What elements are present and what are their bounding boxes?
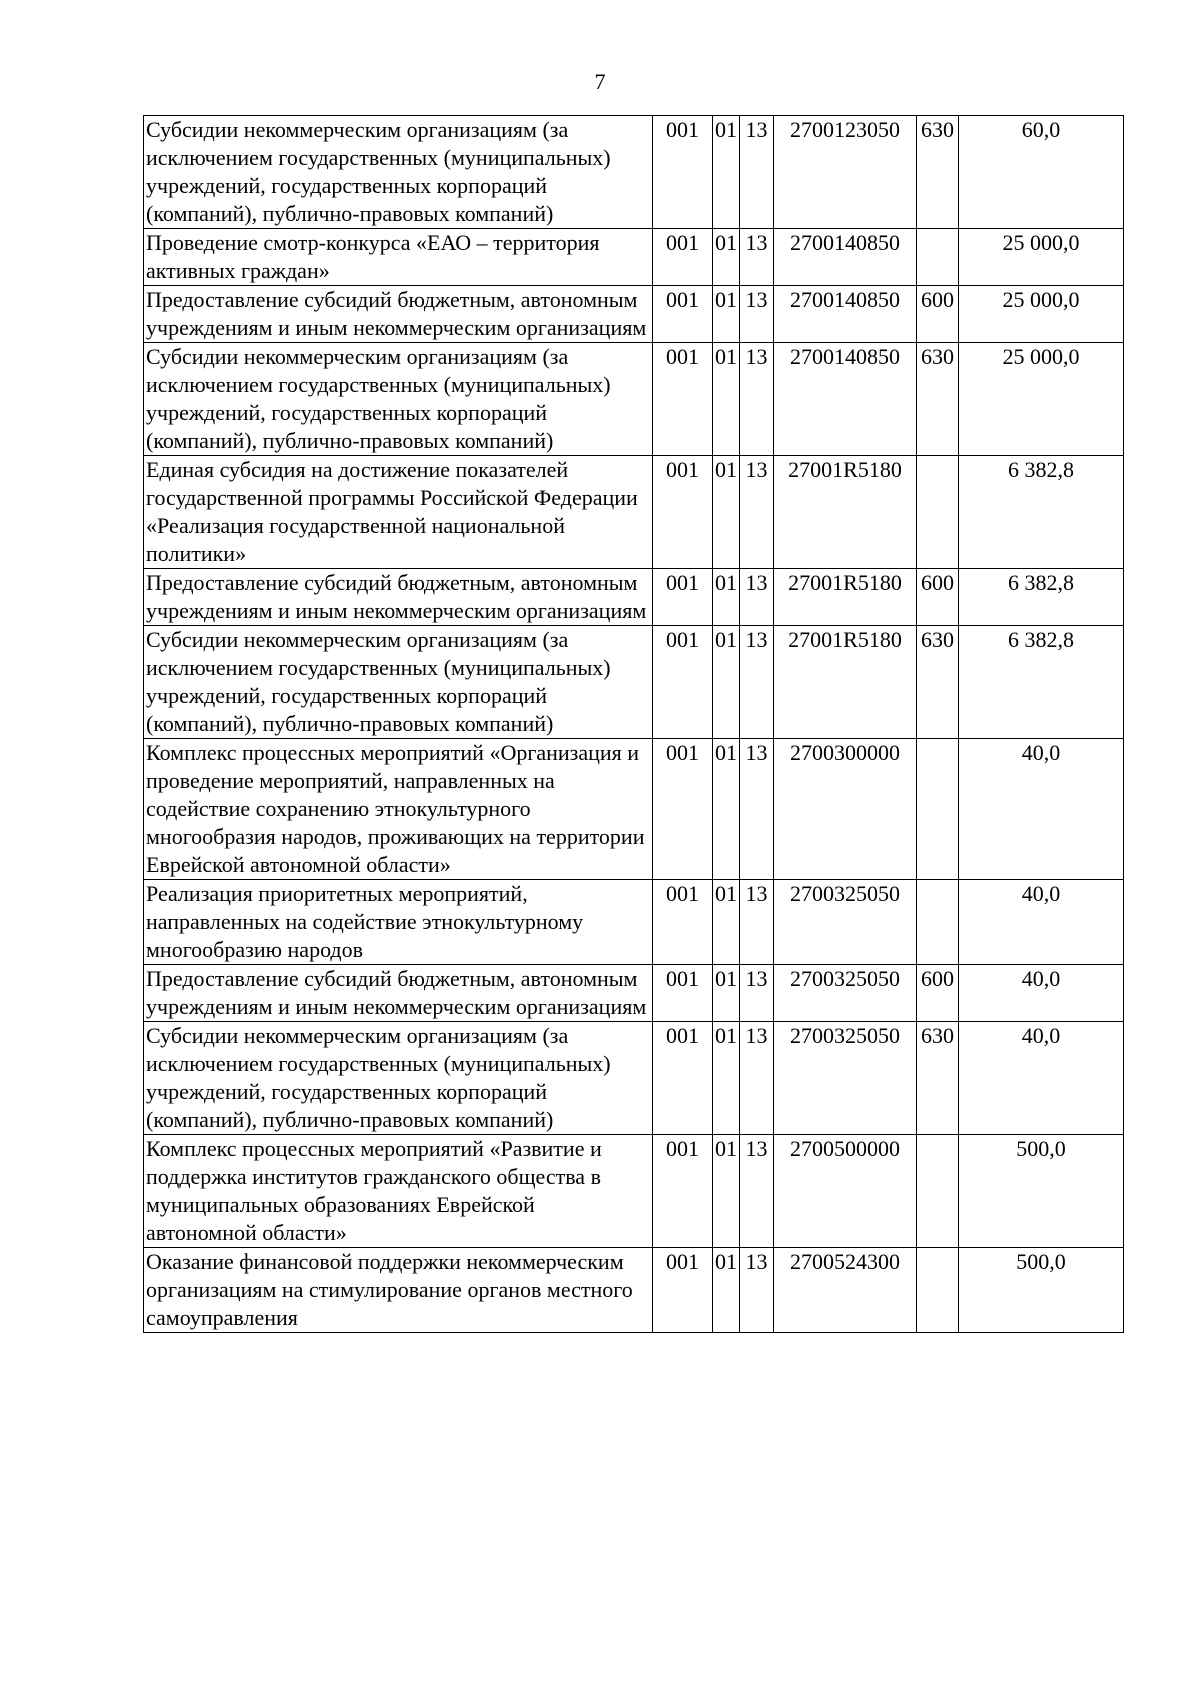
amount-cell: 6 382,8 <box>959 569 1124 626</box>
section-code-cell: 01 <box>713 880 740 965</box>
target-article-cell: 27001R5180 <box>774 456 917 569</box>
row-name-cell: Субсидии некоммерческим организациям (за исключением государственных (муниципальных) учреждений, государственных корпораций (компаний), публично-правовых компаний) <box>144 116 653 229</box>
row-name-cell: Проведение смотр-конкурса «ЕАО – территория активных граждан» <box>144 229 653 286</box>
target-article-cell: 2700140850 <box>774 286 917 343</box>
expense-type-cell: 630 <box>917 343 959 456</box>
budget-table <box>143 115 1124 1333</box>
amount-cell: 6 382,8 <box>959 626 1124 739</box>
amount-cell: 500,0 <box>959 1248 1124 1333</box>
expense-type-cell: 600 <box>917 965 959 1022</box>
row-name-cell: Предоставление субсидий бюджетным, автономным учреждениям и иным некоммерческим организациям <box>144 286 653 343</box>
amount-cell: 60,0 <box>959 116 1124 229</box>
target-article-cell: 2700300000 <box>774 739 917 880</box>
expense-type-cell: 600 <box>917 286 959 343</box>
amount-cell: 25 000,0 <box>959 286 1124 343</box>
row-name-cell: Предоставление субсидий бюджетным, автономным учреждениям и иным некоммерческим организациям <box>144 965 653 1022</box>
row-name-cell: Единая субсидия на достижение показателей государственной программы Российской Федерации «Реализация государственной национальной политики» <box>144 456 653 569</box>
section-code-cell: 01 <box>713 286 740 343</box>
amount-cell: 500,0 <box>959 1135 1124 1248</box>
amount-cell: 25 000,0 <box>959 229 1124 286</box>
table-row <box>144 116 1124 229</box>
target-article-cell: 2700524300 <box>774 1248 917 1333</box>
row-name-cell: Комплекс процессных мероприятий «Развитие и поддержка институтов гражданского общества в муниципальных образованиях Еврейской автономной области» <box>144 1135 653 1248</box>
expense-type-cell <box>917 1248 959 1333</box>
expense-type-cell <box>917 229 959 286</box>
table-row <box>144 569 1124 626</box>
table-row <box>144 880 1124 965</box>
expense-type-cell: 630 <box>917 116 959 229</box>
expense-type-cell: 600 <box>917 569 959 626</box>
page-number: 7 <box>594 69 606 94</box>
ministry-code-cell: 001 <box>653 343 713 456</box>
ministry-code-cell: 001 <box>653 739 713 880</box>
expense-type-cell <box>917 1135 959 1248</box>
target-article-cell: 2700325050 <box>774 965 917 1022</box>
ministry-code-cell: 001 <box>653 229 713 286</box>
section-code-cell: 01 <box>713 116 740 229</box>
row-name-cell: Реализация приоритетных мероприятий, направленных на содействие этнокультурному многообразию народов <box>144 880 653 965</box>
section-code-cell: 01 <box>713 229 740 286</box>
table-row <box>144 343 1124 456</box>
ministry-code-cell: 001 <box>653 965 713 1022</box>
row-name-cell: Субсидии некоммерческим организациям (за исключением государственных (муниципальных) учреждений, государственных корпораций (компаний), публично-правовых компаний) <box>144 626 653 739</box>
subsection-code-cell: 13 <box>740 626 774 739</box>
amount-cell: 6 382,8 <box>959 456 1124 569</box>
subsection-code-cell: 13 <box>740 116 774 229</box>
ministry-code-cell: 001 <box>653 286 713 343</box>
amount-cell: 40,0 <box>959 1022 1124 1135</box>
section-code-cell: 01 <box>713 343 740 456</box>
row-name-cell: Предоставление субсидий бюджетным, автономным учреждениям и иным некоммерческим организациям <box>144 569 653 626</box>
row-name-cell: Субсидии некоммерческим организациям (за исключением государственных (муниципальных) учреждений, государственных корпораций (компаний), публично-правовых компаний) <box>144 343 653 456</box>
table-row <box>144 456 1124 569</box>
table-row <box>144 965 1124 1022</box>
section-code-cell: 01 <box>713 1135 740 1248</box>
target-article-cell: 27001R5180 <box>774 569 917 626</box>
subsection-code-cell: 13 <box>740 965 774 1022</box>
table-row <box>144 229 1124 286</box>
section-code-cell: 01 <box>713 739 740 880</box>
expense-type-cell <box>917 880 959 965</box>
target-article-cell: 2700140850 <box>774 343 917 456</box>
target-article-cell: 27001R5180 <box>774 626 917 739</box>
subsection-code-cell: 13 <box>740 229 774 286</box>
amount-cell: 40,0 <box>959 880 1124 965</box>
target-article-cell: 2700140850 <box>774 229 917 286</box>
subsection-code-cell: 13 <box>740 286 774 343</box>
table-row <box>144 1248 1124 1333</box>
row-name-cell: Субсидии некоммерческим организациям (за исключением государственных (муниципальных) учреждений, государственных корпораций (компаний), публично-правовых компаний) <box>144 1022 653 1135</box>
row-name-cell: Оказание финансовой поддержки некоммерческим организациям на стимулирование органов местного самоуправления <box>144 1248 653 1333</box>
ministry-code-cell: 001 <box>653 626 713 739</box>
amount-cell: 40,0 <box>959 739 1124 880</box>
expense-type-cell <box>917 456 959 569</box>
amount-cell: 25 000,0 <box>959 343 1124 456</box>
section-code-cell: 01 <box>713 569 740 626</box>
subsection-code-cell: 13 <box>740 880 774 965</box>
ministry-code-cell: 001 <box>653 116 713 229</box>
ministry-code-cell: 001 <box>653 569 713 626</box>
section-code-cell: 01 <box>713 965 740 1022</box>
expense-type-cell <box>917 739 959 880</box>
ministry-code-cell: 001 <box>653 880 713 965</box>
ministry-code-cell: 001 <box>653 1135 713 1248</box>
target-article-cell: 2700325050 <box>774 1022 917 1135</box>
expense-type-cell: 630 <box>917 626 959 739</box>
table-row <box>144 626 1124 739</box>
section-code-cell: 01 <box>713 1022 740 1135</box>
amount-cell: 40,0 <box>959 965 1124 1022</box>
section-code-cell: 01 <box>713 626 740 739</box>
ministry-code-cell: 001 <box>653 456 713 569</box>
subsection-code-cell: 13 <box>740 739 774 880</box>
row-name-cell: Комплекс процессных мероприятий «Организация и проведение мероприятий, направленных на содействие сохранению этнокультурного многообразия народов, проживающих на территории Еврейской автономной области» <box>144 739 653 880</box>
table-row <box>144 1135 1124 1248</box>
subsection-code-cell: 13 <box>740 1022 774 1135</box>
section-code-cell: 01 <box>713 456 740 569</box>
subsection-code-cell: 13 <box>740 1135 774 1248</box>
target-article-cell: 2700325050 <box>774 880 917 965</box>
subsection-code-cell: 13 <box>740 456 774 569</box>
ministry-code-cell: 001 <box>653 1248 713 1333</box>
target-article-cell: 2700500000 <box>774 1135 917 1248</box>
table-row <box>144 739 1124 880</box>
expense-type-cell: 630 <box>917 1022 959 1135</box>
ministry-code-cell: 001 <box>653 1022 713 1135</box>
target-article-cell: 2700123050 <box>774 116 917 229</box>
table-row <box>144 286 1124 343</box>
subsection-code-cell: 13 <box>740 569 774 626</box>
subsection-code-cell: 13 <box>740 343 774 456</box>
table-body <box>144 116 1124 1333</box>
table-row <box>144 1022 1124 1135</box>
section-code-cell: 01 <box>713 1248 740 1333</box>
subsection-code-cell: 13 <box>740 1248 774 1333</box>
